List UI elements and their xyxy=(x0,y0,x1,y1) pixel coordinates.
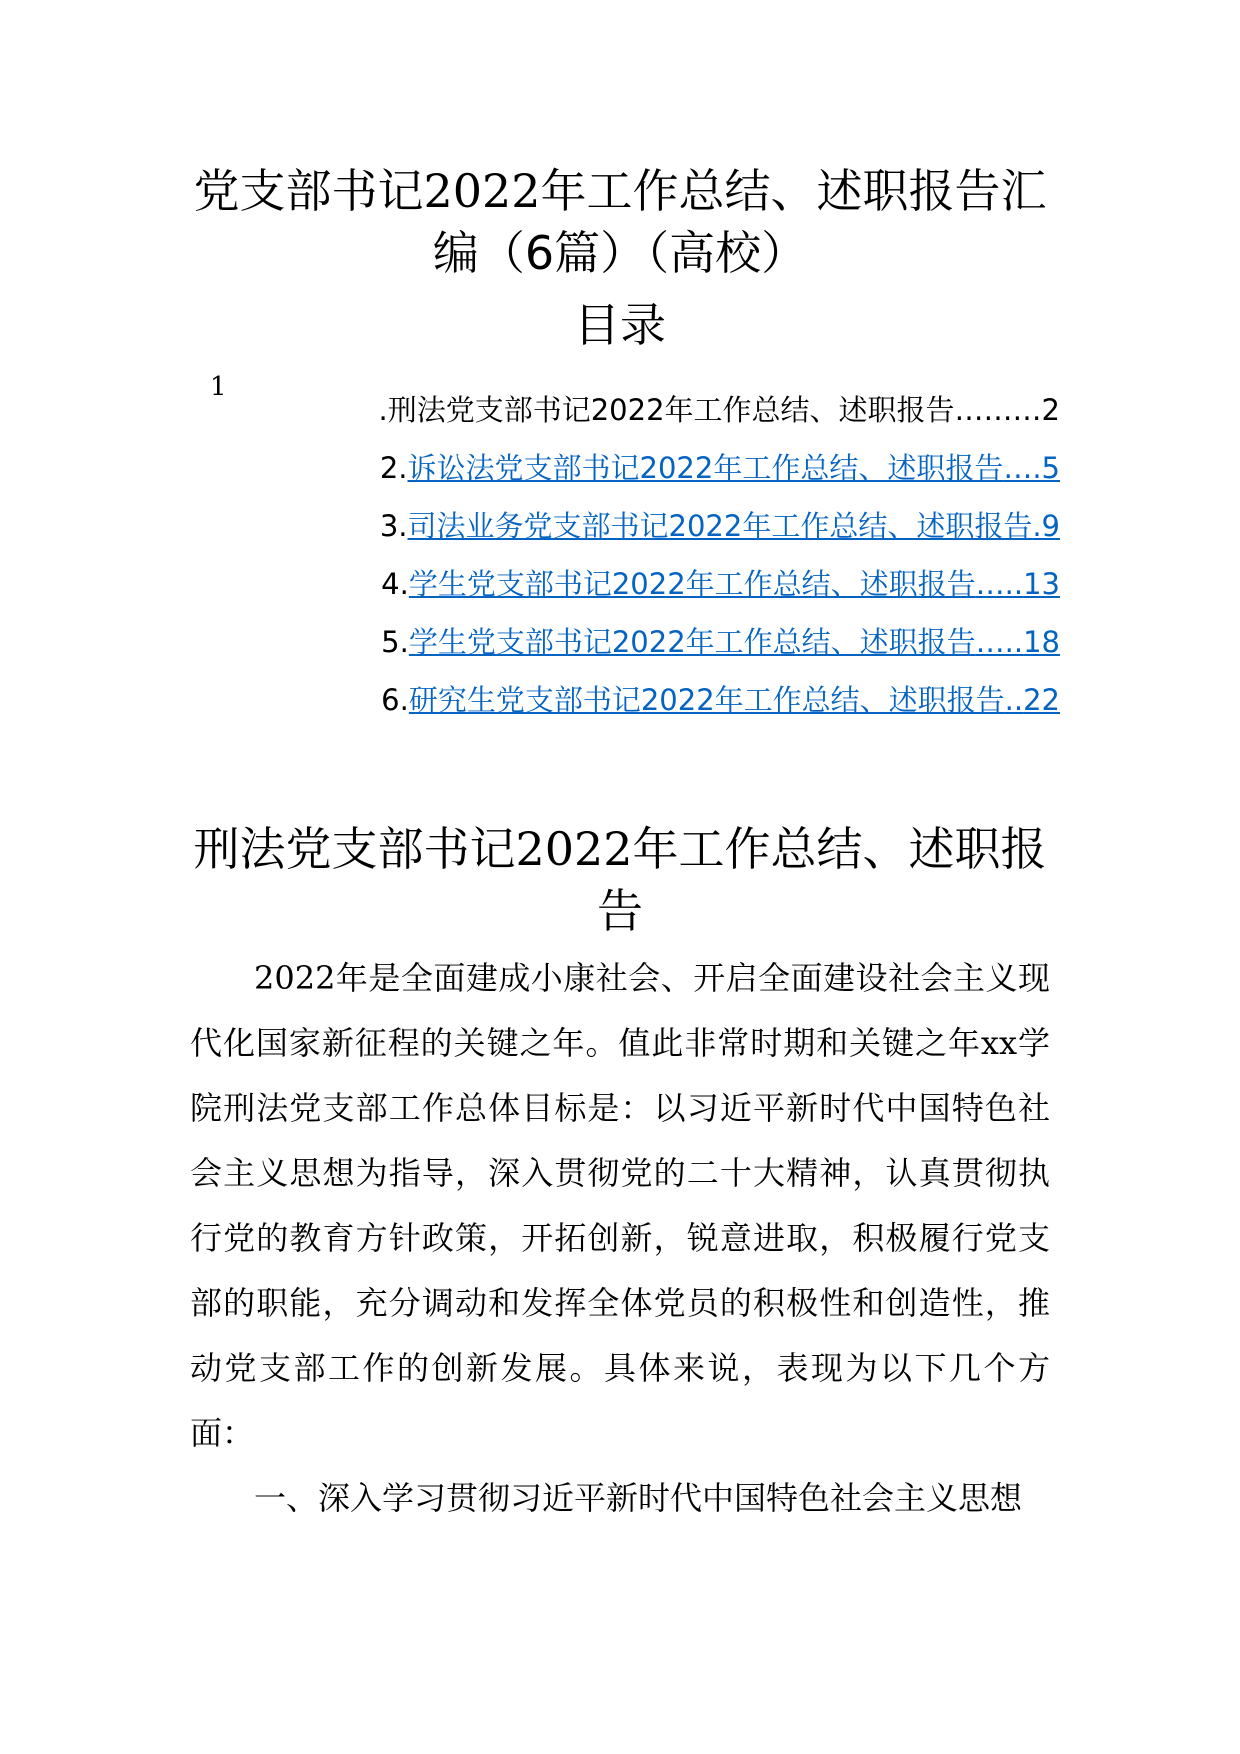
stray-page-number: 1 xyxy=(210,372,227,402)
document-title xyxy=(180,160,1060,284)
toc-entry-link[interactable] xyxy=(408,509,1060,543)
toc-entry-title: 司法业务党支部书记2022年工作总结、述职报告 xyxy=(407,509,1033,543)
toc-entry-number: 3. xyxy=(379,509,408,543)
toc-entry-5[interactable] xyxy=(180,622,1060,662)
toc-entry-title: 研究生党支部书记2022年工作总结、述职报告 xyxy=(408,683,1005,717)
toc-entry-3[interactable] xyxy=(180,506,1060,546)
toc-entry-link[interactable] xyxy=(409,567,1060,601)
section-title-prefix: 刑法党支部书记 xyxy=(193,822,516,876)
toc-page-number: 22 xyxy=(1023,683,1060,717)
toc-entry-title: 诉讼法党支部书记2022年工作总结、述职报告 xyxy=(407,451,1004,485)
toc-entry-link[interactable] xyxy=(409,625,1060,659)
toc-entry-1[interactable] xyxy=(180,390,1060,430)
section-title-year: 2022 xyxy=(515,822,633,876)
toc-page-number: 9 xyxy=(1041,509,1060,543)
toc-entry-title: .刑法党支部书记2022年工作总结、述职报告 xyxy=(378,393,955,427)
toc-entry-number: 6. xyxy=(381,683,409,717)
toc-entry-title: 学生党支部书记2022年工作总结、述职报告 xyxy=(408,625,976,659)
toc-entry-link[interactable] xyxy=(409,683,1060,717)
title-year: 2022 xyxy=(423,164,541,218)
toc-page-number: 13 xyxy=(1023,567,1060,601)
toc-leader: . xyxy=(1032,509,1042,543)
toc-page-number: 2 xyxy=(1041,393,1060,427)
section-title xyxy=(180,818,1060,942)
body-paragraph xyxy=(190,946,1050,1466)
paragraph-placeholder: xx xyxy=(980,1024,1018,1062)
toc-entry-number: 4. xyxy=(381,567,409,601)
toc-entry-number: 5. xyxy=(381,625,409,659)
paragraph-year: 2022 xyxy=(254,959,336,997)
toc-entry-link[interactable] xyxy=(408,451,1060,485)
toc-page-number: 5 xyxy=(1041,451,1060,485)
toc-leader: ….. xyxy=(975,625,1024,659)
paragraph-text: 学院刑法党支部工作总体目标是：以习近平新时代中国特色社会主义思想为指导，深入贯彻党的二十大精神，认真贯彻执行党的教育方针政策，开拓创新，锐意进取，积极履行党支部的职能，充分调动和发挥全体党员的积极性和创造性，推动党支部工作的创新发展。具体来说，表现为以下几个方面： xyxy=(190,1024,1050,1452)
toc-leader: ….. xyxy=(975,567,1024,601)
toc-leader: .. xyxy=(1004,683,1024,717)
toc-entry-number: 2. xyxy=(379,451,408,485)
toc-entry-4[interactable] xyxy=(180,564,1060,604)
title-prefix: 党支部书记 xyxy=(193,164,424,218)
paragraph-text: 年是全面建成小康社会、开启全面建设社会主义现代化国家新征程的关键之年。值此非常时期和关键之年 xyxy=(190,959,1050,1062)
title-suffix: 年工作总结、述职报告汇编（6篇）（高校） xyxy=(432,164,1047,280)
toc-leader: ……… xyxy=(954,393,1042,427)
toc-leader: …. xyxy=(1003,451,1042,485)
toc-page-number: 18 xyxy=(1023,625,1060,659)
section-title-suffix: 年工作总结、述职报告 xyxy=(597,822,1047,938)
toc-heading: 目录 xyxy=(574,298,666,352)
subsection-heading: 一、深入学习贯彻习近平新时代中国特色社会主义思想 xyxy=(254,1479,1023,1517)
toc-entry-2[interactable] xyxy=(180,448,1060,488)
toc-entry-title: 学生党支部书记2022年工作总结、述职报告 xyxy=(408,567,976,601)
toc-entry-6[interactable] xyxy=(180,680,1060,720)
